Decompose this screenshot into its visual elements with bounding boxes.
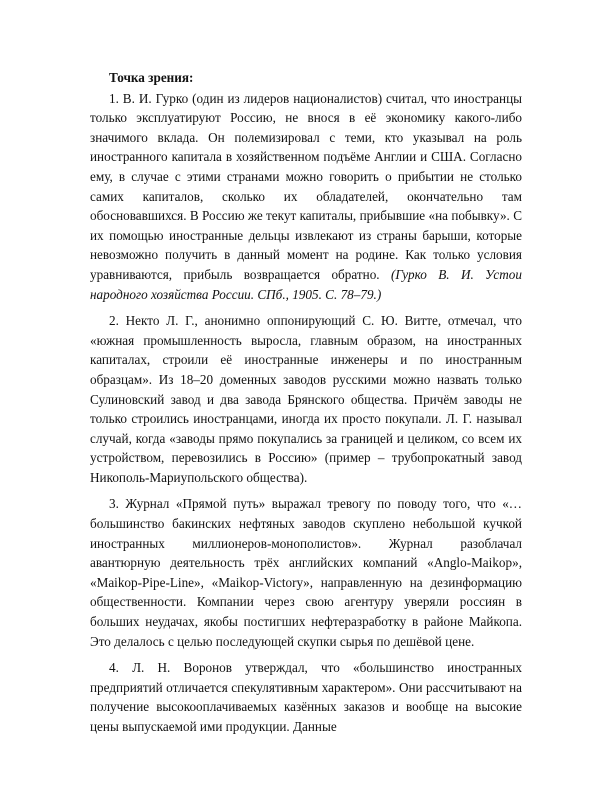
paragraph-2: 2. Некто Л. Г., анонимно оппонирующий С. Ю. Витте, отмечал, что «южная промышленность выросла, главным образом, на иностранных капиталах, строили её иностранные инженеры и по иностранным образцам». Из 18–20 доменных заводов русскими можно назвать только Сулиновский завод и два завода Брянского общества. Причём заводы не только строились иностранцами, иногда их просто покупали. Л. Г. называл случай, когда «заводы прямо покупались за границей и целиком, со всем их устройством, перевозились в Россию» (пример – трубопрокатный завод Никополь-Мариупольского общества). xyxy=(90,313,522,485)
document-body xyxy=(90,68,522,744)
paragraph-3: 3. Журнал «Прямой путь» выражал тревогу по поводу того, что «…большинство бакинских нефтяных заводов скуплено небольшой кучкой иностранных миллионеров-монополистов». Журнал разоблачал авантюрную деятельность трёх английских компаний «Anglo-Maikop», «Maikop-Pipe-Line», «Maikop-Victory», направленную на дезинформацию общественности. Компании через свою агентуру уверяли россиян в больших неудачах, якобы постигших нефтеразработку в районе Майкопа. Это делалось с целью последующей скупки сырья по дешёвой цене. xyxy=(90,496,522,649)
paragraph-1-text: 1. В. И. Гурко (один из лидеров националистов) считал, что иностранцы только эксплуатируют Россию, не внося в её экономику какого-либо значимого вклада. Он полемизировал с теми, кто указывал на роль иностранного капитала в хозяйственном подъёме Англии и США. Согласно ему, в случае с этими странами можно говорить о прибытии не столько самих капиталов, сколько их обладателей, окончательно там обосновавшихся. В Россию же текут капиталы, прибывшие «на побывку». С их помощью иностранные дельцы извлекают из страны барыши, которые невозможно получить в данный момент на родине. Как только условия уравниваются, прибыль возвращается обратно. xyxy=(90,90,522,282)
paragraph-1 xyxy=(90,89,522,305)
paragraph-1-citation: (Гурко В. И. Устои народного хозяйства России. СПб., 1905. С. 78–79.) xyxy=(90,266,522,302)
section-heading: Точка зрения: xyxy=(109,70,194,85)
paragraph-4: 4. Л. Н. Воронов утверждал, что «большинство иностранных предприятий отличается спекулятивным характером». Они рассчитывают на получение высокооплачиваемых казённых заказов и вообще на высокие цены выпускаемой ими продукции. Данные xyxy=(90,660,522,734)
